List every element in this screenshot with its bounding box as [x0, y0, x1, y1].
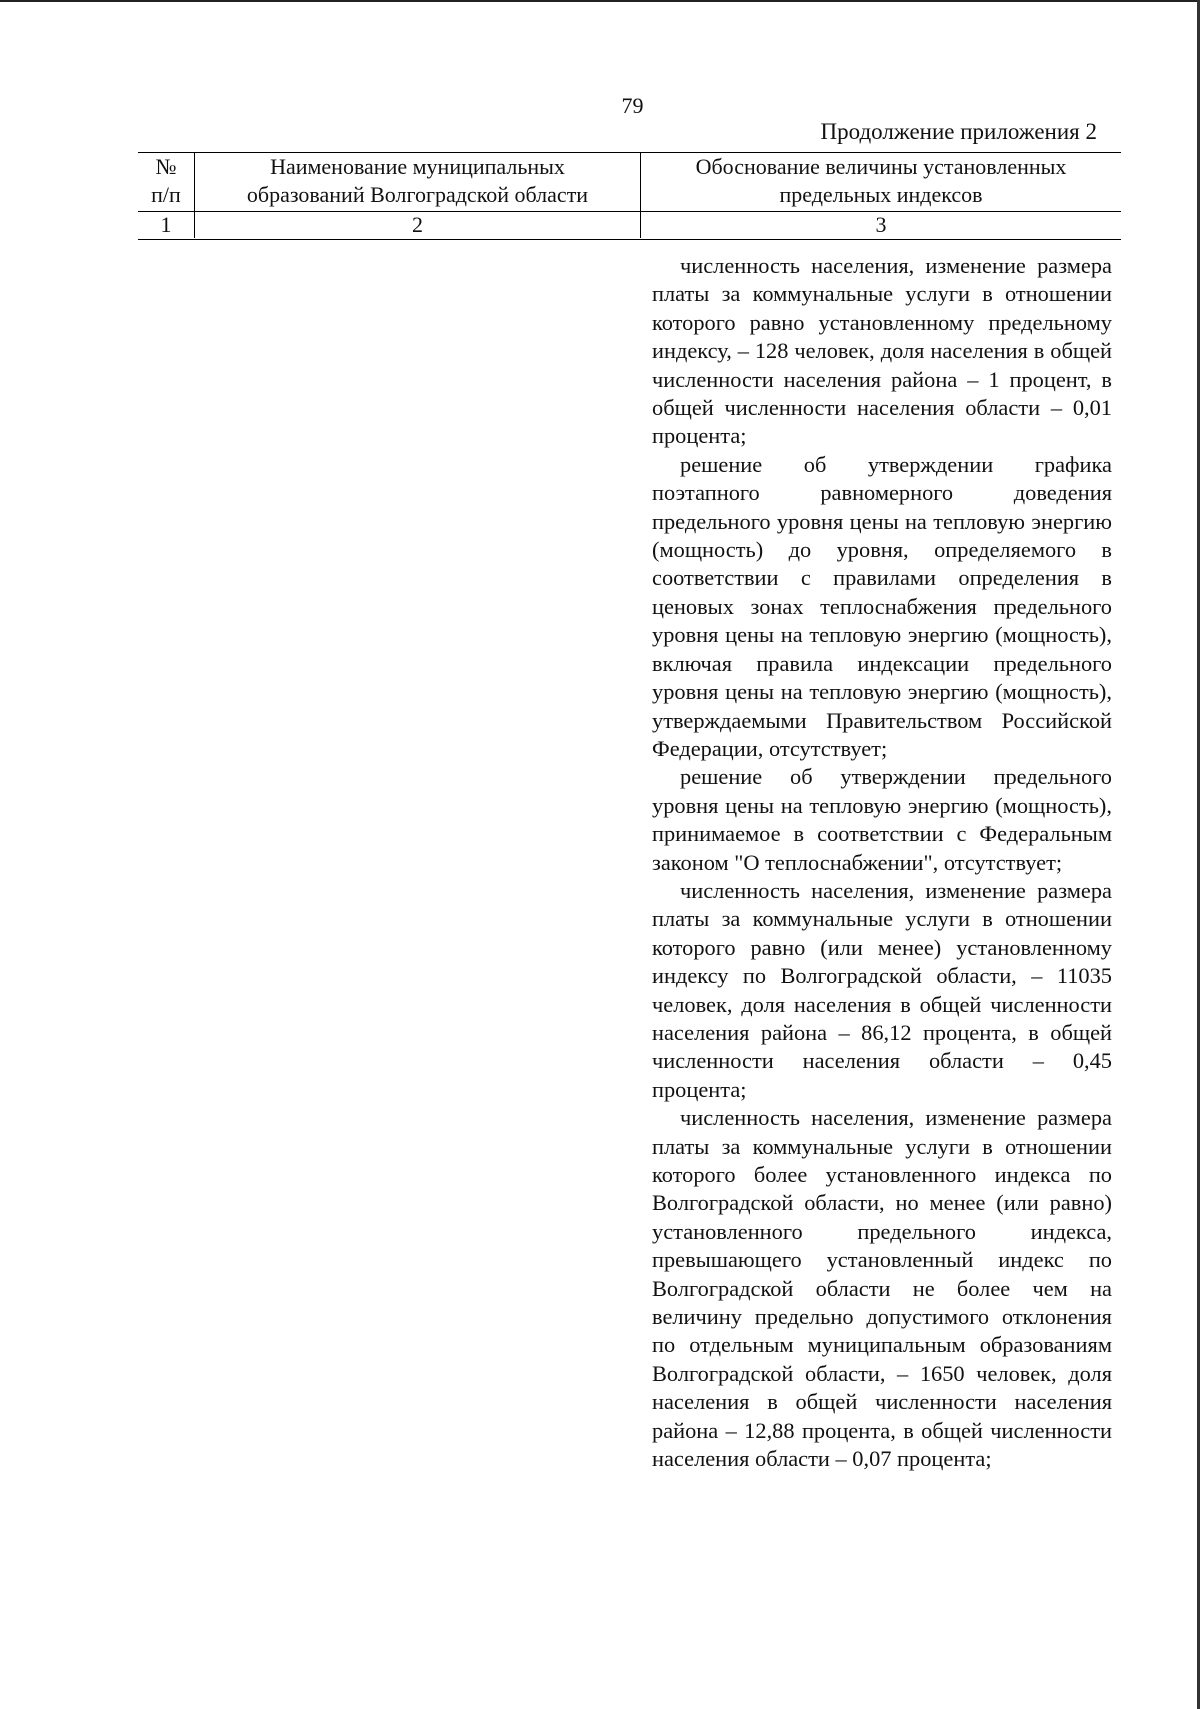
- appendix-continuation-label: Продолжение приложения 2: [820, 119, 1097, 144]
- column-number-3: 3: [875, 212, 887, 237]
- header-cell-justification: [641, 153, 1121, 211]
- page-number: 79: [621, 93, 644, 118]
- header-line: №: [155, 154, 177, 179]
- page-top-edge: [0, 0, 1200, 2]
- header-line: Обоснование величины установленных: [695, 154, 1067, 179]
- justification-text: [652, 252, 1112, 1473]
- header-cell-number: [138, 153, 195, 211]
- header-line: Наименование муниципальных: [270, 154, 565, 179]
- paragraph: численность населения, изменение размера платы за коммунальные услуги в отношении которого более установленного индекса по Волгоградской области, но менее (или равно) установленного предельного индекса, превышающего установленный индекс по Волгоградской области не более чем на величину предельно допустимого отклонения по отдельным муниципальным образованиям Волгоградской области, – 1650 человек, доля населения в общей численности населения района – 12,88 процента, в общей численности населения области – 0,07 процента;: [652, 1105, 1112, 1472]
- header-line: п/п: [151, 182, 181, 207]
- header-number-row: [138, 212, 1121, 238]
- paragraph: численность населения, изменение размера платы за коммунальные услуги в отношении которого равно установленному предельному индексу, – 128 человек, доля населения в общей численности населения района – 1 процент, в общей численности населения области – 0,01 процента;: [652, 253, 1112, 449]
- paragraph: решение об утверждении предельного уровня цены на тепловую энергию (мощность), принимаемое в соответствии с Федеральным законом "О теплоснабжении", отсутствует;: [652, 764, 1112, 875]
- table-header: [138, 152, 1121, 240]
- column-number-1: 1: [138, 212, 195, 238]
- header-line: образований Волгоградской области: [246, 182, 589, 207]
- header-cell-municipality: [195, 153, 641, 211]
- column-number-2: 2: [195, 212, 641, 238]
- paragraph: численность населения, изменение размера платы за коммунальные услуги в отношении которого равно (или менее) установленному индексу по Волгоградской области, – 11035 человек, доля населения в общей численности населения района – 86,12 процента, в общей численности населения области – 0,45 процента;: [652, 877, 1112, 1102]
- header-title-row: [138, 153, 1121, 212]
- header-line: предельных индексов: [779, 182, 983, 207]
- paragraph: решение об утверждении графика поэтапного равномерного доведения предельного уровня цены на тепловую энергию (мощность) до уровня, определяемого в соответствии с правилами определения в ценовых зонах теплоснабжения предельного уровня цены на тепловую энергию (мощность), включая правила индексации предельного уровня цены на тепловую энергию (мощность), утверждаемыми Правительством Российской Федерации, отсутствует;: [652, 451, 1112, 761]
